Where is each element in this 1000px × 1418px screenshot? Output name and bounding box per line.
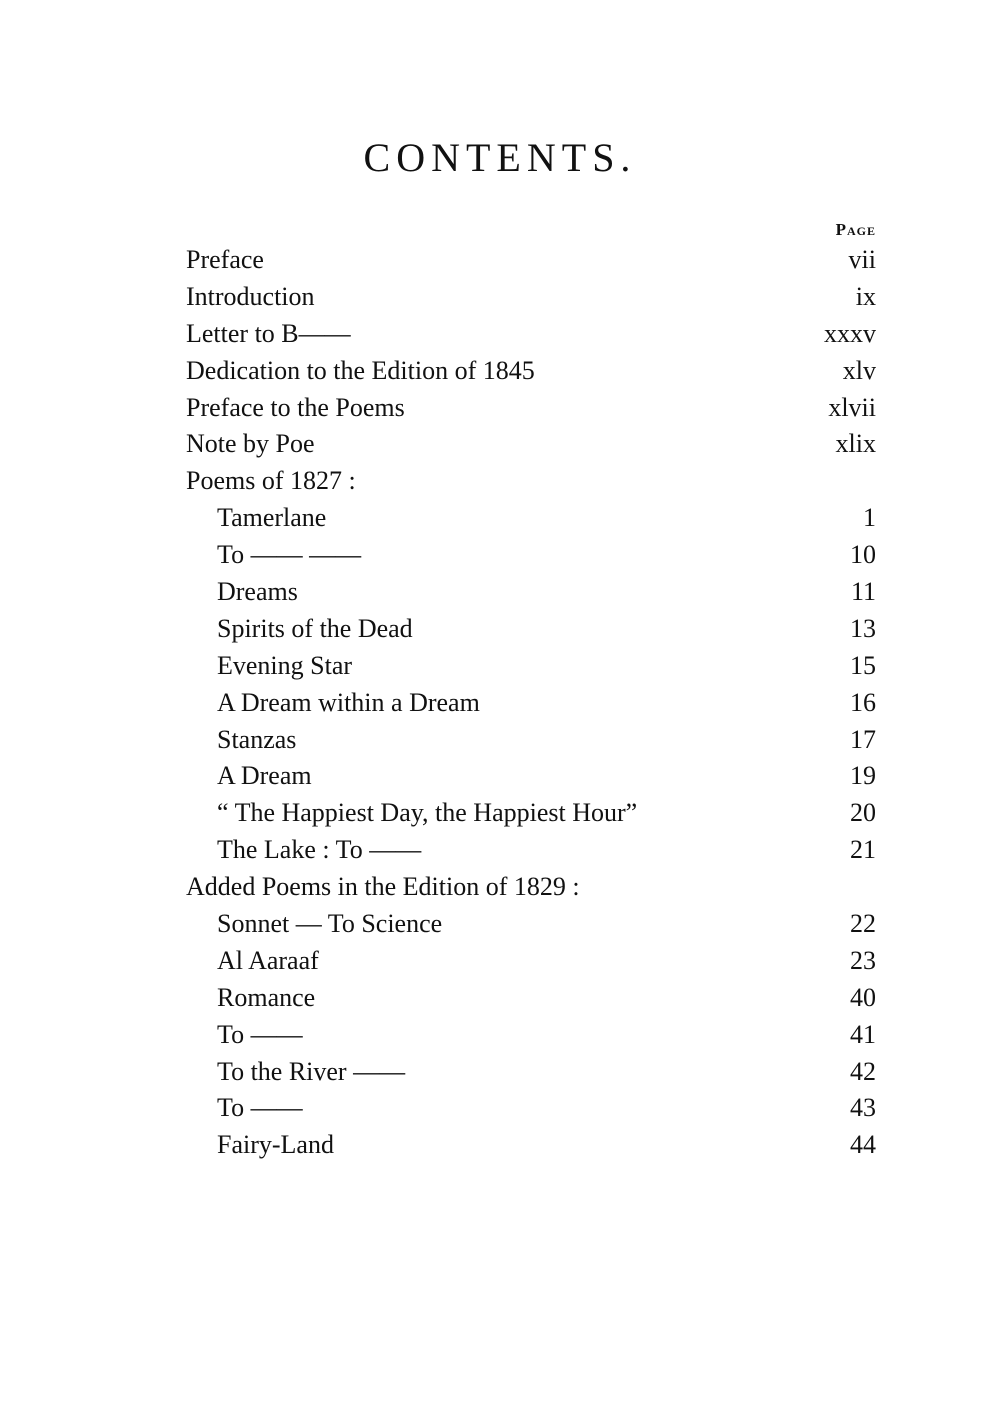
toc-entry-title: Introduction [186, 281, 315, 311]
toc-entry [186, 353, 876, 390]
toc-entry-title: Poems of 1827 : [186, 466, 356, 496]
toc-entry-title: Dedication to the Edition of 1845 [186, 355, 535, 385]
toc-entry-title: Dreams [217, 577, 298, 607]
toc-entry [186, 390, 876, 427]
page-column-header: Page [835, 220, 876, 239]
toc-entry [186, 795, 876, 832]
toc-entry [186, 279, 876, 316]
toc-entry [186, 869, 876, 906]
toc-entry [186, 1127, 876, 1164]
toc-entry-title: Fairy-Land [217, 1130, 334, 1160]
toc-entry-page: 13 [850, 613, 876, 643]
toc-entry [186, 463, 876, 500]
toc-entry-page: 15 [850, 650, 876, 680]
toc-entry [186, 980, 876, 1017]
toc-entry-page: 43 [850, 1093, 876, 1123]
toc-entry [186, 611, 876, 648]
toc-entry-page: 1 [863, 503, 876, 533]
toc-entry-page: 17 [850, 724, 876, 754]
toc-entry [186, 426, 876, 463]
toc-entry-page: xlv [842, 355, 876, 385]
toc-entry-title: To —— —— [217, 540, 362, 570]
toc-entry [186, 242, 876, 279]
toc-entry-page: 42 [850, 1056, 876, 1086]
toc-entry-title: Note by Poe [186, 429, 315, 459]
toc-entry-page: 19 [850, 761, 876, 791]
toc-entry [186, 758, 876, 795]
toc-entry-title: To —— [217, 1019, 303, 1049]
page-title: CONTENTS. [363, 135, 637, 180]
toc-entry-title: Evening Star [217, 650, 353, 680]
toc-entry-page: 22 [850, 909, 876, 939]
toc-entry-title: Sonnet — To Science [217, 909, 443, 939]
toc-entry-page: 44 [850, 1130, 876, 1160]
toc-entry [186, 1090, 876, 1127]
toc-entry-page: 20 [850, 798, 876, 828]
toc-entry-title: A Dream [217, 761, 312, 791]
toc-entry [186, 500, 876, 537]
toc-entry-page: xxxv [824, 318, 876, 348]
toc-entry [186, 685, 876, 722]
toc-entry-page: xlvii [828, 392, 876, 422]
toc-entry [186, 832, 876, 869]
toc-entry-page: 40 [850, 982, 876, 1012]
toc-entry [186, 906, 876, 943]
toc-entry-title: The Lake : To —— [217, 835, 422, 865]
toc-entry [186, 943, 876, 980]
toc-entry [186, 648, 876, 685]
toc-entry-title: To —— [217, 1093, 303, 1123]
toc-entry-page: 11 [850, 577, 876, 607]
toc-entry-title: “ The Happiest Day, the Happiest Hour” [217, 798, 638, 828]
toc-entry-title: Preface [186, 245, 264, 274]
toc-entry-title: Preface to the Poems [186, 392, 405, 422]
toc-entry [186, 1017, 876, 1054]
toc-entry-page: 10 [850, 540, 876, 570]
toc-entry [186, 722, 876, 759]
toc-entry-page: ix [855, 281, 876, 311]
toc-entry [186, 537, 876, 574]
toc-entry-page: 23 [850, 945, 876, 975]
toc-entry-title: Romance [217, 982, 316, 1012]
toc-entry-page: 16 [850, 687, 876, 717]
toc-entry [186, 574, 876, 611]
table-of-contents [186, 242, 876, 1164]
toc-entry-page: vii [848, 245, 876, 274]
toc-entry-page: 41 [850, 1019, 876, 1049]
toc-entry-title: A Dream within a Dream [217, 687, 480, 717]
toc-entry-title: Stanzas [217, 724, 297, 754]
toc-entry-title: Letter to B—— [186, 318, 351, 348]
toc-entry-page: 21 [850, 835, 876, 865]
toc-entry-title: Tamerlane [217, 503, 327, 533]
toc-entry-page: xlix [835, 429, 876, 459]
toc-entry-title: Al Aaraaf [217, 945, 319, 975]
toc-entry-title: Spirits of the Dead [217, 613, 413, 643]
toc-entry-title: Added Poems in the Edition of 1829 : [186, 872, 580, 902]
toc-entry [186, 316, 876, 353]
toc-entry-title: To the River —— [217, 1056, 406, 1086]
toc-entry [186, 1054, 876, 1091]
